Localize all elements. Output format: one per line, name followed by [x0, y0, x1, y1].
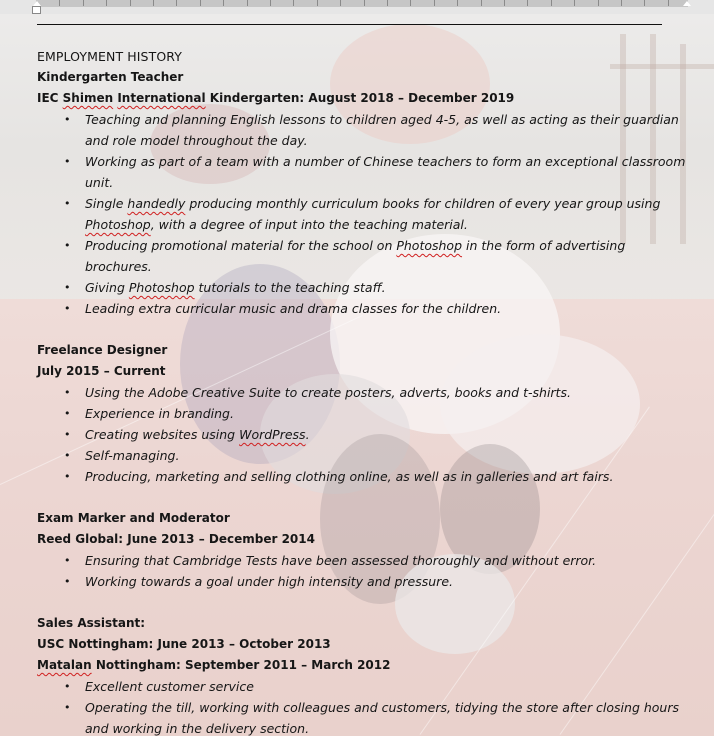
- list-item-text: [85, 445, 695, 466]
- ruler-tick: [621, 0, 622, 6]
- text-run: Working as part of a team with a number of Chinese teachers to form an exceptional classroom unit.: [85, 154, 686, 190]
- ruler-tick: [130, 0, 131, 6]
- employer-dates: [37, 361, 697, 382]
- list-item: [37, 466, 697, 487]
- bullet-icon: •: [64, 386, 71, 399]
- blank-line: [37, 319, 697, 340]
- text-run: Working towards a goal under high intensity and pressure.: [85, 574, 453, 589]
- list-item: [37, 277, 697, 298]
- text-run: Ensuring that Cambridge Tests have been assessed thoroughly and without error.: [85, 553, 597, 568]
- text-run: .: [305, 427, 310, 442]
- text-run: Operating the till, working with colleagues and customers, tidying the store after closing hours and working in the delivery section.: [85, 700, 680, 736]
- spellcheck-flagged-word[interactable]: International: [117, 91, 206, 105]
- job-title: Exam Marker and Moderator: [37, 511, 230, 525]
- text-run: Single: [85, 196, 128, 211]
- ruler-tick: [317, 0, 318, 6]
- ruler-tick: [668, 0, 669, 6]
- ruler-tick: [83, 0, 84, 6]
- list-item-text: [85, 676, 695, 697]
- ruler-tick: [387, 0, 388, 6]
- ruler-tick: [574, 0, 575, 6]
- list-item: [37, 424, 697, 445]
- ruler-track: [36, 0, 688, 7]
- list-item: [37, 676, 697, 697]
- list-item: [37, 382, 697, 403]
- bullet-icon: •: [64, 197, 71, 210]
- bullet-icon: •: [64, 470, 71, 483]
- ruler-tick: [598, 0, 599, 6]
- list-item-text: [85, 403, 695, 424]
- job-entry: [37, 487, 697, 592]
- jobs-list: [37, 67, 697, 736]
- ruler-tick: [223, 0, 224, 6]
- job-title: Freelance Designer: [37, 343, 168, 357]
- list-item-text: [85, 571, 695, 592]
- spellcheck-flagged-word[interactable]: Photoshop: [128, 280, 195, 295]
- ruler-tick: [153, 0, 154, 6]
- list-item: [37, 193, 697, 235]
- ruler-tick: [551, 0, 552, 6]
- duties-list: [37, 382, 697, 487]
- ruler-tick: [504, 0, 505, 6]
- text-run: July 2015 – Current: [37, 364, 166, 378]
- spellcheck-flagged-word[interactable]: WordPress: [239, 427, 306, 442]
- horizontal-ruler[interactable]: [0, 0, 714, 14]
- text-run: Nottingham: September 2011 – March 2012: [91, 658, 391, 672]
- ruler-tick: [644, 0, 645, 6]
- text-run: Kindergarten: August 2018 – December 2019: [205, 91, 515, 105]
- spellcheck-flagged-word[interactable]: Matalan: [37, 658, 92, 672]
- text-run: Teaching and planning English lessons to children aged 4-5, as well as acting as their guardian and role model throughout the day.: [85, 112, 679, 148]
- bullet-icon: •: [64, 407, 71, 420]
- left-indent-marker[interactable]: [32, 6, 41, 14]
- text-run: IEC: [37, 91, 63, 105]
- list-item-text: [85, 550, 695, 571]
- list-item: [37, 403, 697, 424]
- spellcheck-flagged-word[interactable]: handedly: [127, 196, 186, 211]
- text-run: Excellent customer service: [85, 679, 254, 694]
- text-run: Self-managing.: [85, 448, 180, 463]
- list-item: [37, 235, 697, 277]
- bullet-icon: •: [64, 155, 71, 168]
- bullet-icon: •: [64, 302, 71, 315]
- bullet-icon: •: [64, 449, 71, 462]
- ruler-tick: [364, 0, 365, 6]
- spellcheck-flagged-word[interactable]: Photoshop: [396, 238, 463, 253]
- text-run: producing monthly curriculum books for children of every year group using: [185, 196, 661, 211]
- right-indent-marker[interactable]: [683, 1, 691, 6]
- bullet-icon: •: [64, 281, 71, 294]
- blank-line: [37, 487, 697, 508]
- text-run: Using the Adobe Creative Suite to create posters, adverts, books and t-shirts.: [85, 385, 571, 400]
- text-run: in the form of advertising brochures.: [85, 238, 626, 274]
- job-title: Sales Assistant:: [37, 616, 146, 630]
- text-run: Producing promotional material for the school on: [85, 238, 397, 253]
- text-run: USC Nottingham: June 2013 – October 2013: [37, 637, 331, 651]
- list-item-text: [85, 109, 695, 151]
- duties-list: [37, 550, 697, 592]
- ruler-tick: [293, 0, 294, 6]
- bullet-icon: •: [64, 575, 71, 588]
- bullet-icon: •: [64, 680, 71, 693]
- bullet-icon: •: [64, 113, 71, 126]
- job-entry: [37, 592, 697, 736]
- list-item-text: [85, 277, 695, 298]
- list-item: [37, 298, 697, 319]
- bullet-icon: •: [64, 428, 71, 441]
- ruler-tick: [340, 0, 341, 6]
- ruler-tick: [481, 0, 482, 6]
- job-title: Kindergarten Teacher: [37, 70, 184, 84]
- list-item: [37, 109, 697, 151]
- ruler-tick: [176, 0, 177, 6]
- spellcheck-flagged-word[interactable]: Photoshop: [85, 217, 151, 232]
- list-item: [37, 571, 697, 592]
- employer-dates: [37, 88, 697, 109]
- text-run: Creating websites using: [85, 427, 240, 442]
- list-item-text: [85, 466, 695, 487]
- ruler-tick: [527, 0, 528, 6]
- ruler-tick: [434, 0, 435, 6]
- text-run: Leading extra curricular music and drama classes for the children.: [85, 301, 502, 316]
- text-run: , with a degree of input into the teaching material.: [150, 217, 468, 232]
- text-run: tutorials to the teaching staff.: [194, 280, 386, 295]
- list-item-text: [85, 151, 695, 193]
- list-item-text: [85, 235, 695, 277]
- bullet-icon: •: [64, 554, 71, 567]
- duties-list: [37, 109, 697, 319]
- ruler-tick: [200, 0, 201, 6]
- list-item-text: [85, 298, 695, 319]
- ruler-tick: [410, 0, 411, 6]
- list-item-text: [85, 697, 695, 736]
- header-rule: [37, 24, 662, 25]
- list-item: [37, 697, 697, 736]
- bullet-icon: •: [64, 701, 71, 714]
- duties-list: [37, 676, 697, 736]
- text-run: Reed Global: June 2013 – December 2014: [37, 532, 315, 546]
- ruler-tick: [59, 0, 60, 6]
- list-item-text: [85, 424, 695, 445]
- list-item: [37, 445, 697, 466]
- list-item-text: [85, 382, 695, 403]
- text-run: Experience in branding.: [85, 406, 234, 421]
- ruler-tick: [270, 0, 271, 6]
- ruler-tick: [247, 0, 248, 6]
- job-entry: [37, 319, 697, 487]
- employer-dates: [37, 529, 697, 550]
- resume-content: [37, 46, 697, 736]
- text-run: Giving: [85, 280, 129, 295]
- document-page[interactable]: [0, 14, 714, 736]
- list-item-text: [85, 193, 695, 235]
- ruler-tick: [106, 0, 107, 6]
- ruler-tick: [457, 0, 458, 6]
- text-run: Producing, marketing and selling clothing online, as well as in galleries and art fairs.: [85, 469, 614, 484]
- list-item: [37, 550, 697, 571]
- employer-dates: [37, 655, 697, 676]
- employer-dates: [37, 634, 697, 655]
- section-title: EMPLOYMENT HISTORY: [37, 49, 182, 64]
- blank-line: [37, 592, 697, 613]
- bullet-icon: •: [64, 239, 71, 252]
- job-entry: [37, 67, 697, 319]
- spellcheck-flagged-word[interactable]: Shimen: [62, 91, 114, 105]
- list-item: [37, 151, 697, 193]
